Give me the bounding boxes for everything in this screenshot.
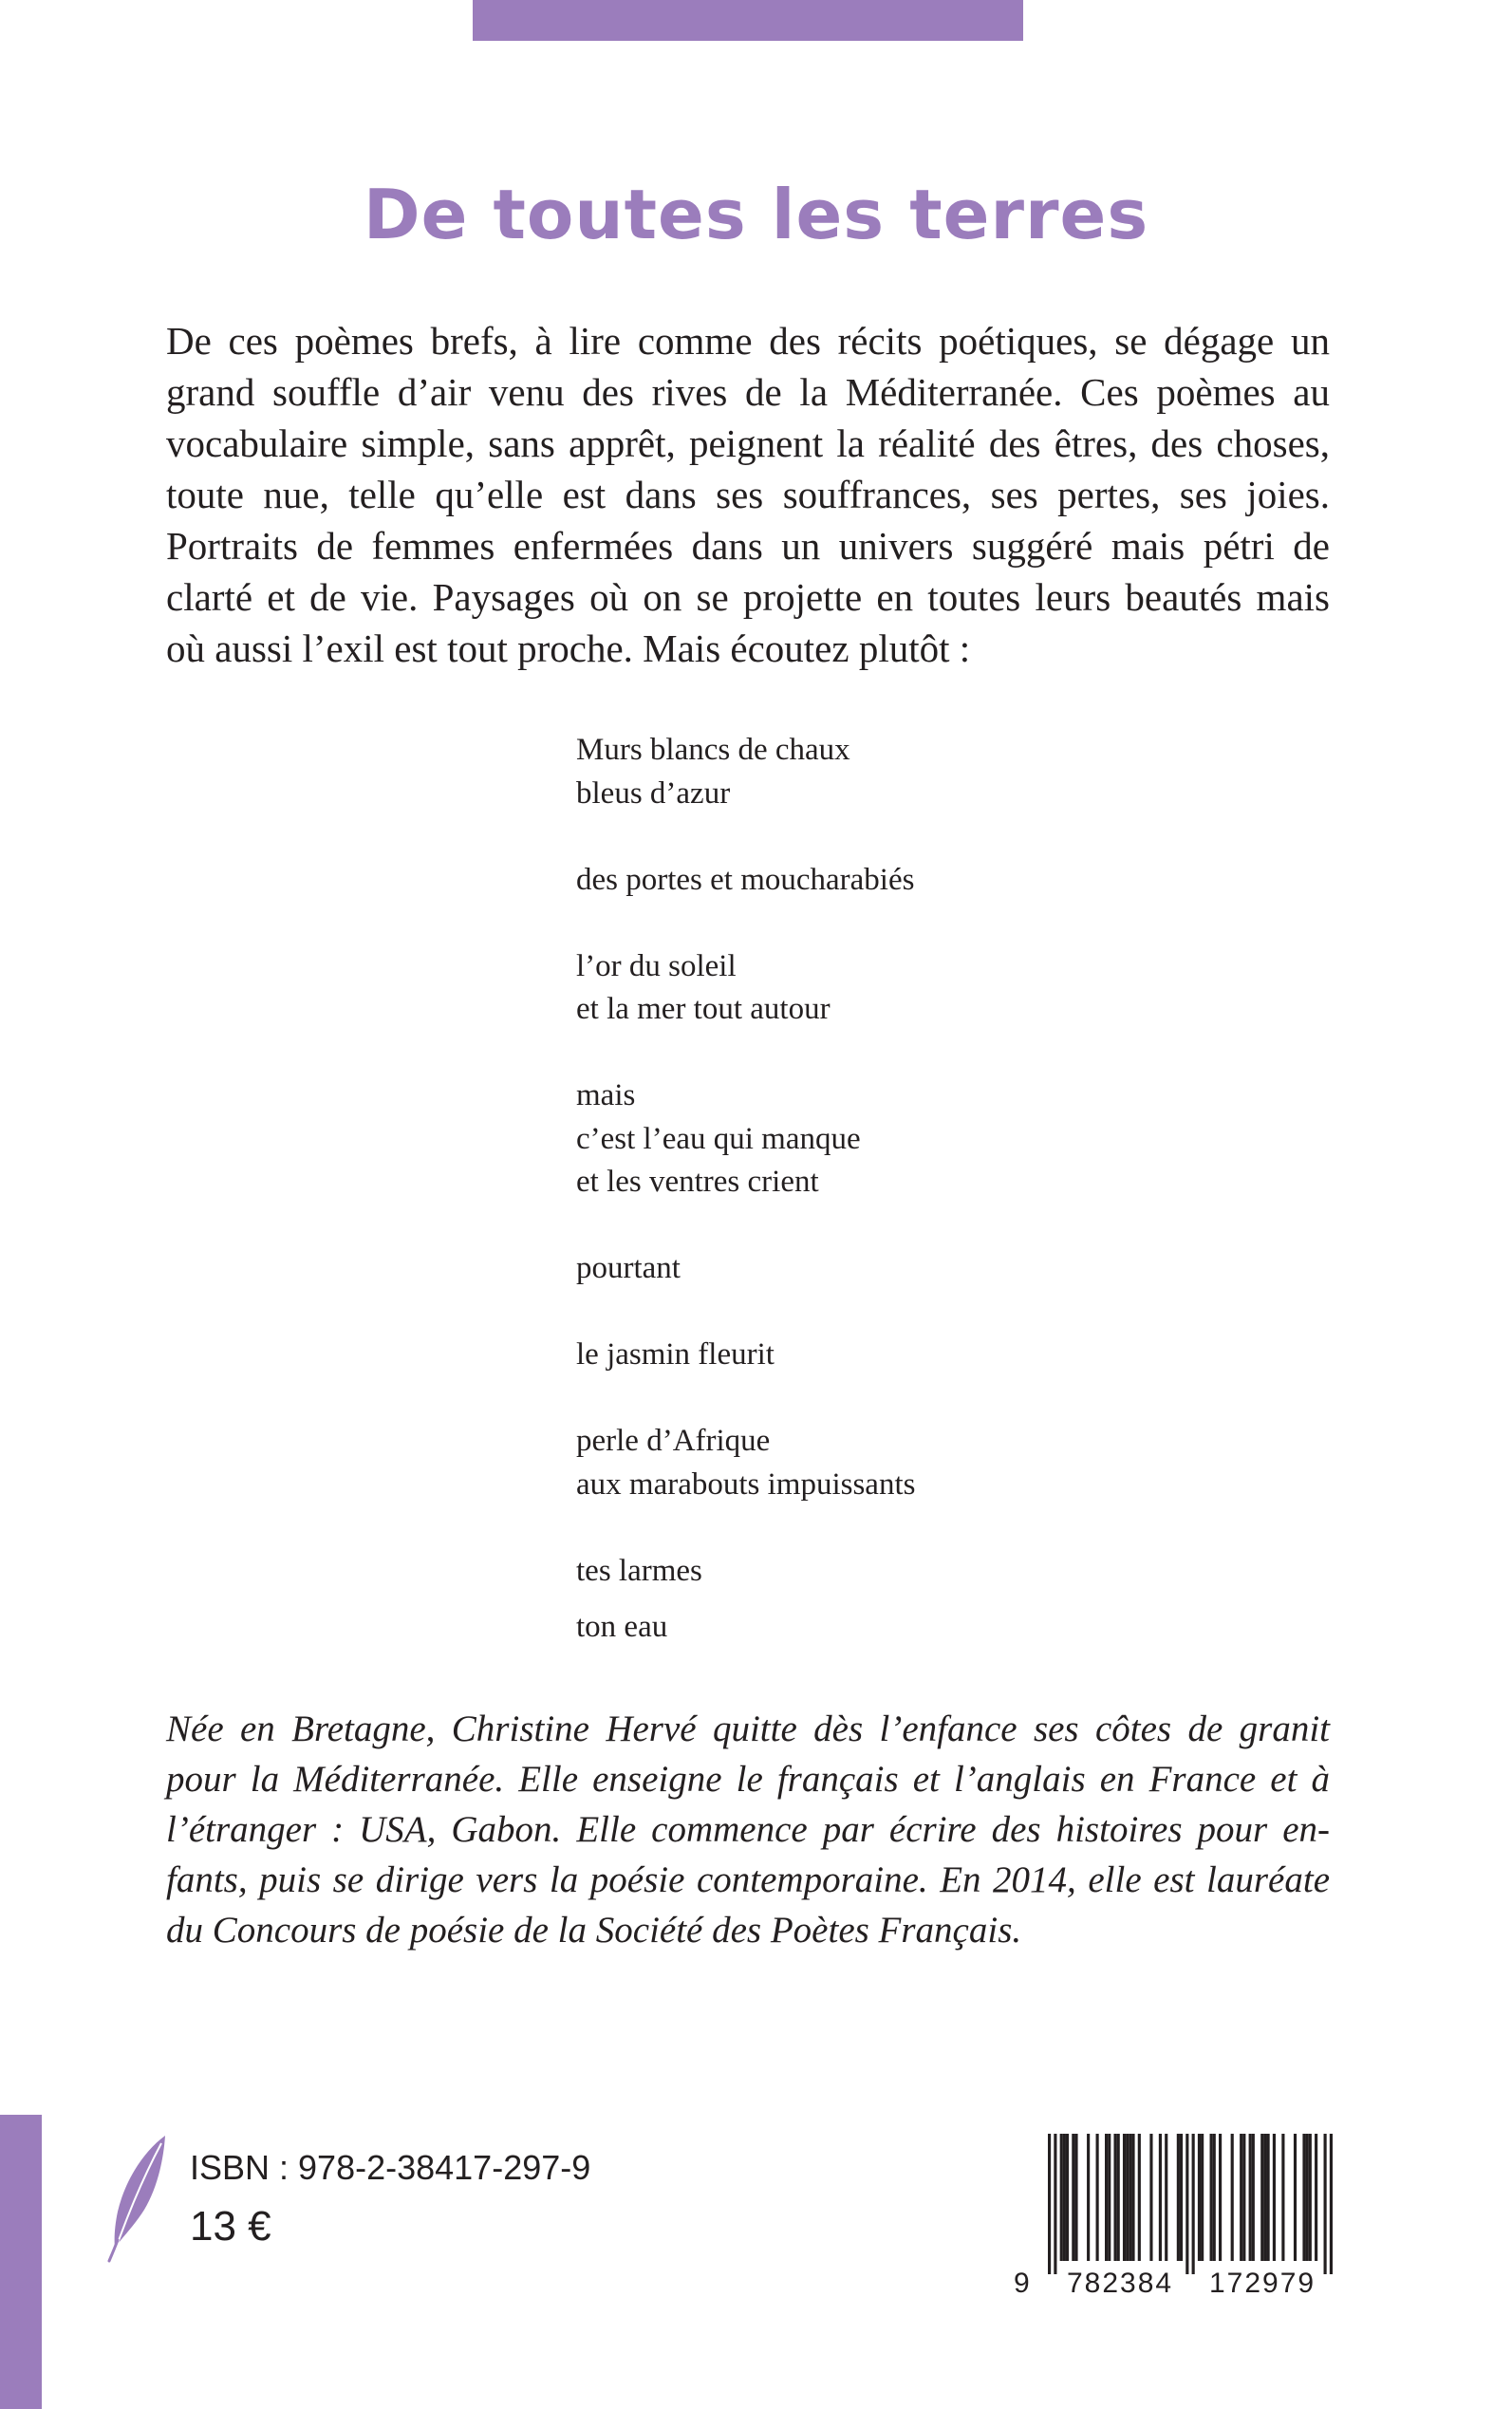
barcode-bar [1231, 2134, 1234, 2261]
barcode-bar [1309, 2134, 1312, 2261]
barcode-bar [1072, 2134, 1074, 2261]
price-label: 13 € [190, 2203, 271, 2250]
poem-verse: pourtant [576, 1251, 681, 1285]
blurb-line: où aussi l’exil est tout proche. Mais écoutez plutôt : [166, 626, 971, 670]
feather-icon [106, 2134, 169, 2263]
barcode-bar [1048, 2134, 1051, 2274]
top-accent-bar [473, 0, 1023, 41]
isbn-label: ISBN : 978-2-38417-297-9 [190, 2148, 591, 2187]
poem-stanza [576, 1606, 1241, 1650]
barcode-bar [1165, 2134, 1167, 2261]
barcode-bar [1330, 2134, 1333, 2274]
barcode-bar [1263, 2134, 1266, 2261]
barcode-bar [1108, 2134, 1111, 2261]
barcode-bar [1273, 2134, 1276, 2261]
barcode-bar [1306, 2134, 1309, 2261]
barcode-bar [1113, 2134, 1116, 2261]
barcode-bar [1185, 2134, 1188, 2274]
barcode-bar [1129, 2134, 1131, 2261]
blurb-line: clarté et de vie. Paysages où on se projette en toutes leurs beautés mais [166, 575, 1330, 619]
poem-stanza [576, 859, 1241, 903]
book-title: De toutes les terres [363, 175, 1149, 254]
poem-verse: le jasmin fleurit [576, 1337, 775, 1372]
barcode-bars [1048, 2134, 1333, 2274]
barcode-bar [1260, 2134, 1263, 2261]
barcode-bar [1242, 2134, 1245, 2261]
barcode-bar [1063, 2134, 1066, 2261]
barcode-bar [1219, 2134, 1222, 2261]
poem-verse: et la mer tout autour [576, 992, 831, 1026]
blurb-line: toute nue, telle qu’elle est dans ses souffrances, ses pertes, ses joies. [166, 473, 1330, 516]
barcode-bar [1192, 2134, 1195, 2274]
book-blurb [166, 315, 1330, 674]
blurb-line: De ces poèmes brefs, à lire comme des récits poétiques, se dégage un [166, 319, 1330, 363]
barcode-bar [1201, 2134, 1204, 2261]
poem-verse: l’or du soleil [576, 948, 737, 983]
barcode-bar [1210, 2134, 1213, 2261]
barcode-bar [1054, 2134, 1056, 2274]
barcode-digits-right: 172979 [1209, 2268, 1316, 2299]
poem-excerpt [576, 729, 1241, 1650]
poem-verse: des portes et moucharabiés [576, 862, 915, 897]
barcode-bar [1198, 2134, 1201, 2261]
bio-line: l’étranger : USA, Gabon. Elle commence par écrire des histoires pour en- [166, 1809, 1330, 1850]
barcode-bar [1126, 2134, 1129, 2261]
barcode-bar [1117, 2134, 1120, 2261]
blurb-line: vocabulaire simple, sans apprêt, peignent la réalité des êtres, des choses, [166, 421, 1330, 465]
barcode-digits-left: 782384 [1067, 2268, 1174, 2299]
barcode-bar [1105, 2134, 1108, 2261]
barcode [1014, 2134, 1333, 2303]
poem-stanza [576, 945, 1241, 1032]
barcode-bar [1294, 2134, 1297, 2261]
poem-stanza [576, 1247, 1241, 1291]
barcode-bar [1249, 2134, 1252, 2261]
poem-stanza [576, 1334, 1241, 1377]
barcode-bar [1074, 2134, 1077, 2261]
barcode-bar [1066, 2134, 1069, 2261]
bio-line: du Concours de poésie de la Société des Poètes Français. [166, 1910, 1022, 1951]
barcode-bar [1324, 2134, 1327, 2274]
barcode-bar [1149, 2134, 1152, 2261]
poem-verse: et les ventres crient [576, 1165, 819, 1199]
poem-stanza [576, 1074, 1241, 1204]
barcode-bar [1213, 2134, 1216, 2261]
barcode-bar [1096, 2134, 1099, 2261]
blurb-line: grand souffle d’air venu des rives de la Méditerranée. Ces poèmes au [166, 370, 1330, 414]
bio-line: fants, puis se dirige vers la poésie contemporaine. En 2014, elle est lauréate [166, 1859, 1330, 1900]
blurb-line: Portraits de femmes enfermées dans un univers suggéré mais pétri de [166, 524, 1330, 568]
poem-verse: bleus d’azur [576, 775, 731, 811]
poem-verse: mais [576, 1078, 636, 1112]
barcode-bar [1267, 2134, 1270, 2261]
barcode-bar [1302, 2134, 1305, 2261]
barcode-bar [1131, 2134, 1134, 2261]
poem-verse: ton eau [576, 1610, 668, 1644]
poem-verse: c’est l’eau qui manque [576, 1121, 861, 1156]
barcode-bar [1281, 2134, 1284, 2261]
bio-line: pour la Méditerranée. Elle enseigne le français et l’anglais en France et à [166, 1759, 1330, 1800]
barcode-bar [1240, 2134, 1242, 2261]
poem-verse: tes larmes [576, 1553, 702, 1588]
barcode-bar [1315, 2134, 1317, 2261]
barcode-bar [1177, 2134, 1180, 2261]
barcode-bar [1159, 2134, 1162, 2261]
barcode-bar [1123, 2134, 1126, 2261]
bio-line: Née en Bretagne, Christine Hervé quitte dès l’enfance ses côtes de granit [166, 1709, 1330, 1749]
poem-verse: aux marabouts impuissants [576, 1466, 916, 1502]
barcode-bar [1060, 2134, 1063, 2261]
side-accent-bar [0, 2115, 42, 2409]
poem-stanza [576, 1550, 1241, 1594]
poem-stanza [576, 729, 1241, 815]
barcode-bar [1138, 2134, 1141, 2261]
barcode-bar [1087, 2134, 1090, 2261]
poem-verse: Murs blancs de chaux [576, 733, 850, 767]
barcode-digit-first: 9 [1014, 2268, 1030, 2299]
poem-stanza [576, 1420, 1241, 1506]
barcode-digits [1014, 2265, 1333, 2303]
author-bio [166, 1704, 1330, 1955]
barcode-bar [1180, 2134, 1183, 2261]
poem-verse: perle d’Afrique [576, 1424, 771, 1458]
barcode-bar [1252, 2134, 1255, 2261]
